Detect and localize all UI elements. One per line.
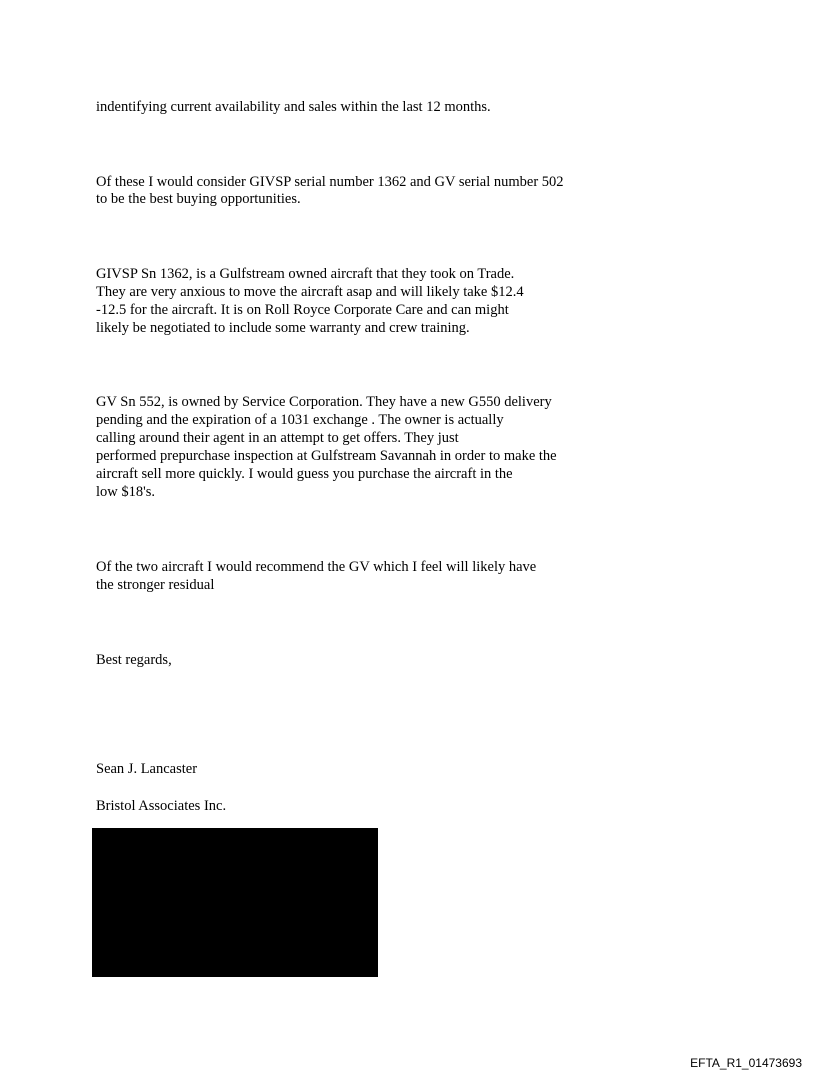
text-line: Of these I would consider GIVSP serial number 1362 and GV serial number 502: [96, 174, 564, 190]
text-line: indentifying current availability and sales within the last 12 months.: [96, 99, 491, 115]
redaction-block: [92, 828, 378, 977]
text-line: GV Sn 552, is owned by Service Corporation. They have a new G550 delivery: [96, 394, 552, 410]
text-line: low $18's.: [96, 484, 156, 500]
closing: Best regards,: [96, 652, 172, 668]
text-line: GIVSP Sn 1362, is a Gulfstream owned aircraft that they took on Trade.: [96, 266, 515, 282]
document-id: EFTA_R1_01473693: [690, 1056, 802, 1070]
text-line: aircraft sell more quickly. I would guess you purchase the aircraft in the: [96, 466, 513, 482]
text-line: Of the two aircraft I would recommend the GV which I feel will likely have: [96, 559, 537, 575]
text-line: calling around their agent in an attempt to get offers. They just: [96, 430, 459, 446]
text-line: -12.5 for the aircraft. It is on Roll Royce Corporate Care and can might: [96, 302, 509, 318]
text-line: pending and the expiration of a 1031 exchange . The owner is actually: [96, 412, 504, 428]
signature-name: Sean J. Lancaster: [96, 761, 198, 777]
text-line: performed prepurchase inspection at Gulfstream Savannah in order to make the: [96, 448, 557, 464]
text-line: to be the best buying opportunities.: [96, 191, 301, 207]
text-line: the stronger residual: [96, 577, 215, 593]
signature-company: Bristol Associates Inc.: [96, 798, 227, 814]
text-line: They are very anxious to move the aircraft asap and will likely take $12.4: [96, 284, 524, 300]
text-line: likely be negotiated to include some warranty and crew training.: [96, 320, 470, 336]
